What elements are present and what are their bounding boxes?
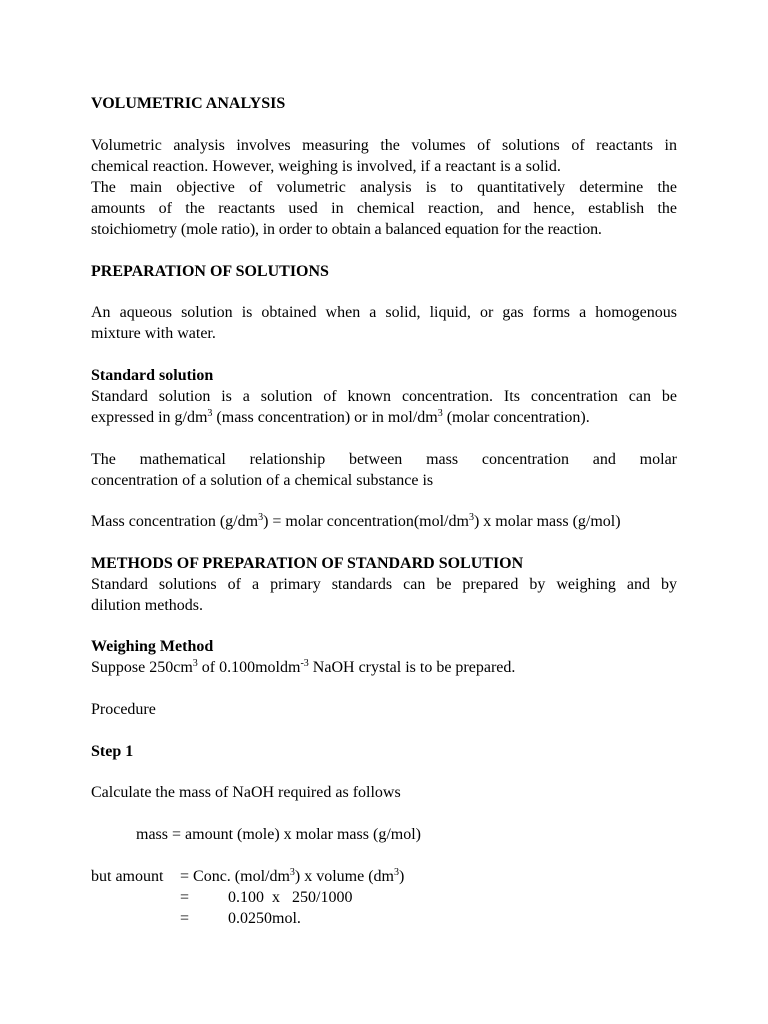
calculate-intro: Calculate the mass of NaOH required as follows [91, 784, 401, 801]
amount-equation-line-1: = Conc. $(mol/dm^3)$ x volume $(dm^3)$ [180, 867, 405, 885]
heading-methods-of-preparation: METHODS OF PREPARATION OF STANDARD SOLUTION [91, 555, 524, 572]
equals-sign-3: = [180, 910, 190, 927]
mass-formula: mass = amount (mole) x molar mass (g/mol) [136, 826, 421, 843]
amount-equation-line-2: 0.100 x 250/1000 [228, 889, 353, 906]
heading-volumetric-analysis: VOLUMETRIC ANALYSIS [91, 95, 286, 112]
step-1-heading: Step 1 [91, 743, 134, 760]
procedure-label: Procedure [91, 701, 156, 718]
aqueous-line-1: An aqueous solution is obtained when a solid, liquid, or gas forms a homogenous [91, 304, 677, 321]
relation-line-2: concentration of a solution of a chemical substance is [91, 472, 434, 489]
amount-equation-line-3: 0.0250mol. [228, 910, 301, 927]
heading-standard-solution: Standard solution [91, 367, 214, 384]
mass-concentration-equation: Mass concentration $(g/dm^3)$ = molar $concentration(mol/dm^3)$ x molar mass (g/mol) [91, 512, 621, 530]
intro-line-1: Volumetric analysis involves measuring the volumes of solutions of reactants in [91, 137, 677, 154]
intro-line-2: chemical reaction. However, weighing is involved, if a reactant is a solid. [91, 158, 561, 175]
intro-line-5: stoichiometry (mole ratio), in order to obtain a balanced equation for the reaction. [91, 221, 602, 238]
heading-weighing-method: Weighing Method [91, 638, 214, 655]
aqueous-line-2: mixture with water. [91, 325, 216, 342]
intro-line-3: The main objective of volumetric analysis is to quantitatively determine the [91, 179, 677, 196]
amount-label: but amount [91, 868, 164, 885]
methods-line-2: dilution methods. [91, 597, 203, 614]
standard-line-1: Standard solution is a solution of known concentration. Its concentration can be [91, 388, 677, 405]
heading-preparation-of-solutions: PREPARATION OF SOLUTIONS [91, 263, 329, 280]
standard-line-2: expressed in $g/dm^3$ (mass concentration) or in mol/$dm^3$ (molar concentration). [91, 408, 590, 426]
methods-line-1: Standard solutions of a primary standards can be prepared by weighing and by [91, 576, 677, 593]
suppose-line: Suppose $250cm^3$ of 0.100moldm$^{-3}$ NaOH crystal is to be prepared. [91, 658, 516, 676]
relation-line-1: The mathematical relationship between mass concentration and molar [91, 451, 677, 468]
equals-sign-2: = [180, 889, 190, 906]
intro-line-4: amounts of the reactants used in chemical reaction, and hence, establish the [91, 200, 677, 217]
